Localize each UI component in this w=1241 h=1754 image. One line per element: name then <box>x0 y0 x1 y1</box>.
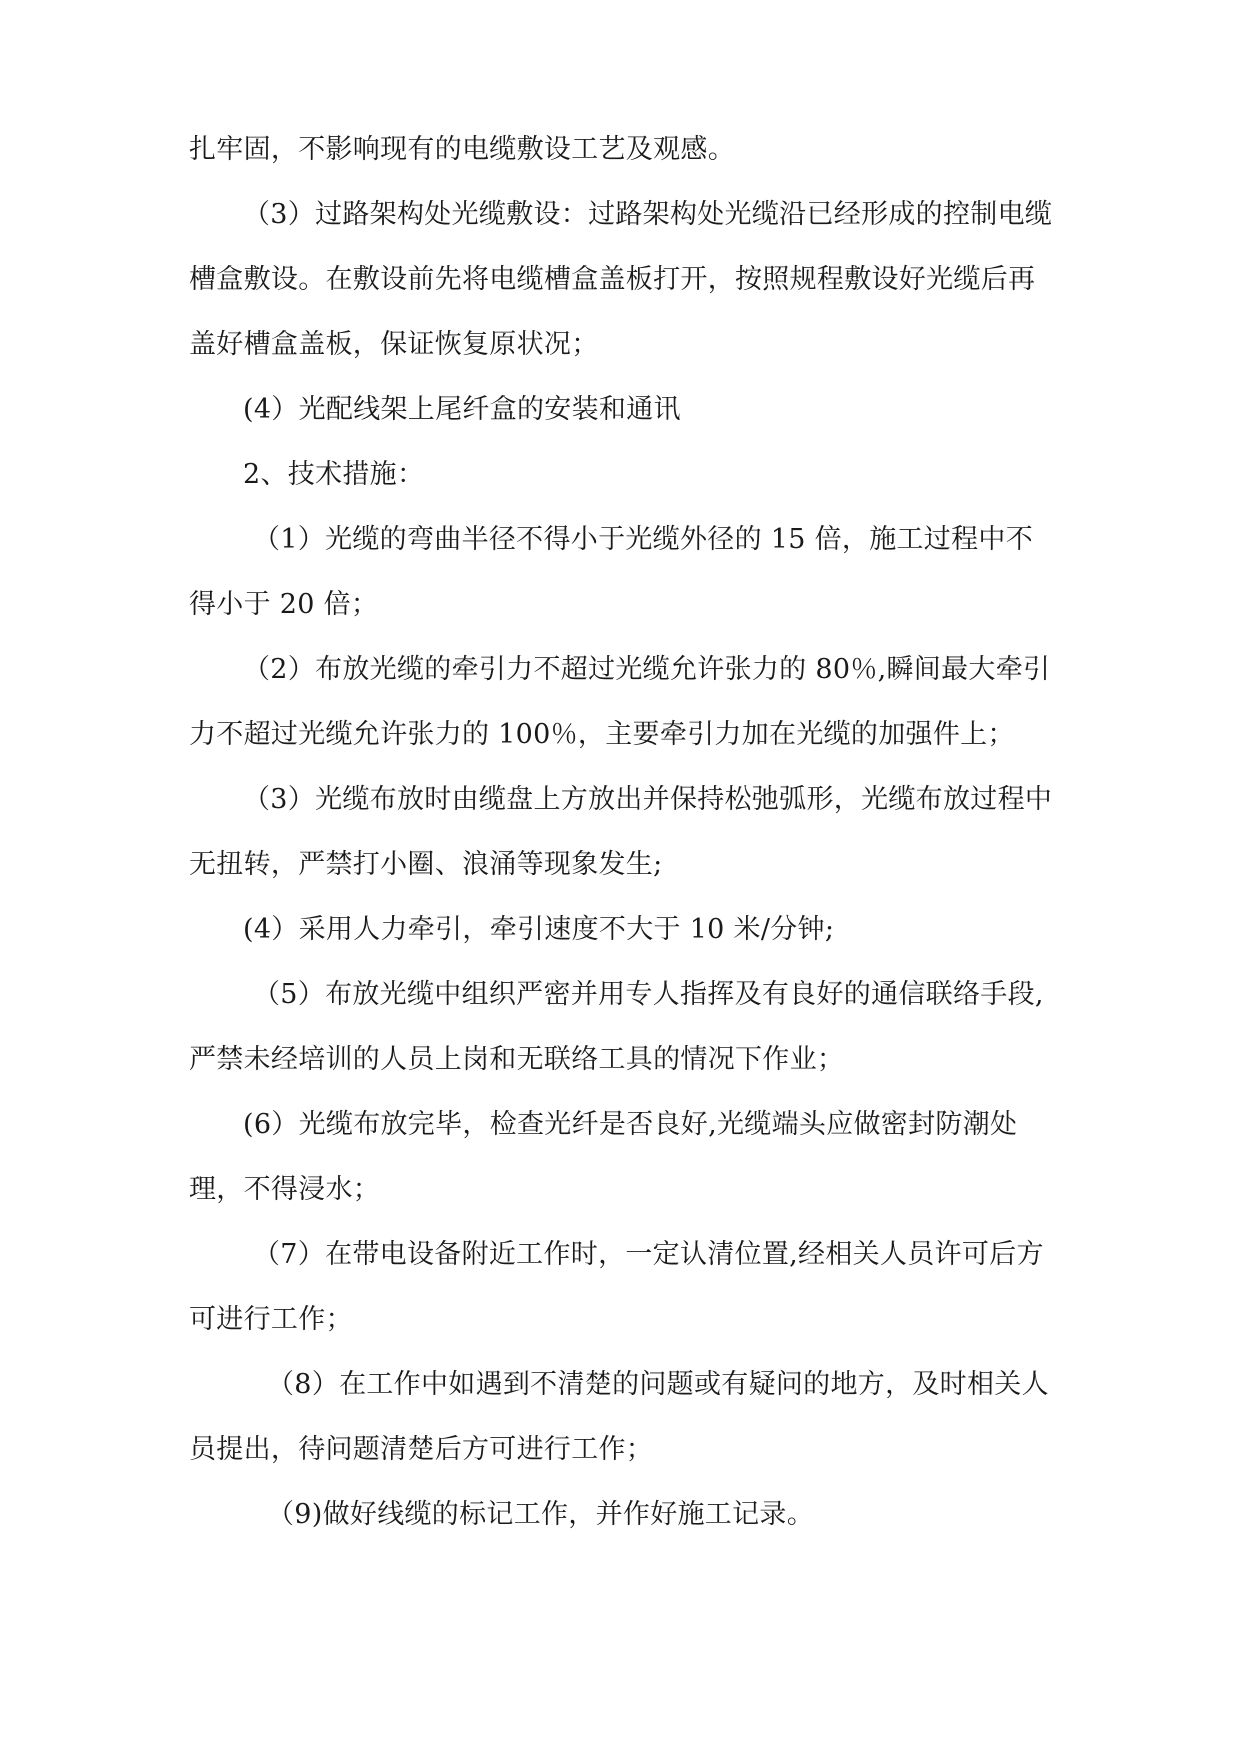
paragraph-measure-3: （3）光缆布放时由缆盘上方放出并保持松弛弧形，光缆布放过程中无扭转，严禁打小圈、浪涌等现象发生; <box>189 784 1053 880</box>
paragraph-measure-4: (4）采用人力牵引，牵引速度不大于 10 米/分钟; <box>243 914 835 945</box>
paragraph-measure-9: （9)做好线缆的标记工作，并作好施工记录。 <box>267 1499 815 1530</box>
paragraph-heading-technical-measures: 2、技术措施： <box>243 459 425 490</box>
paragraph-item-4-pigtail-box: (4）光配线架上尾纤盒的安装和通讯 <box>243 394 681 425</box>
paragraph-item-3-cable-laying: （3）过路架构处光缆敷设：过路架构处光缆沿已经形成的控制电缆槽盒敷设。在敷设前先将电缆槽盒盖板打开，按照规程敷设好光缆后再盖好槽盒盖板，保证恢复原状况； <box>189 199 1053 360</box>
paragraph-continuation: 扎牢固，不影响现有的电缆敷设工艺及观感。 <box>189 134 735 165</box>
paragraph-measure-8: （8）在工作中如遇到不清楚的问题或有疑问的地方，及时相关人员提出，待问题清楚后方可进行工作； <box>189 1369 1049 1465</box>
paragraph-measure-5: （5）布放光缆中组织严密并用专人指挥及有良好的通信联络手段,严禁未经培训的人员上岗和无联络工具的情况下作业； <box>189 979 1044 1075</box>
document-body <box>189 117 1059 1547</box>
paragraph-measure-1: （1）光缆的弯曲半径不得小于光缆外径的 15 倍，施工过程中不得小于 20 倍； <box>189 524 1033 620</box>
paragraph-measure-6: (6）光缆布放完毕，检查光纤是否良好,光缆端头应做密封防潮处理，不得浸水； <box>189 1109 1018 1205</box>
paragraph-measure-2: （2）布放光缆的牵引力不超过光缆允许张力的 80％,瞬间最大牵引力不超过光缆允许张力的 100％，主要牵引力加在光缆的加强件上； <box>189 654 1051 750</box>
paragraph-measure-7: （7）在带电设备附近工作时，一定认清位置,经相关人员许可后方可进行工作； <box>189 1239 1044 1335</box>
